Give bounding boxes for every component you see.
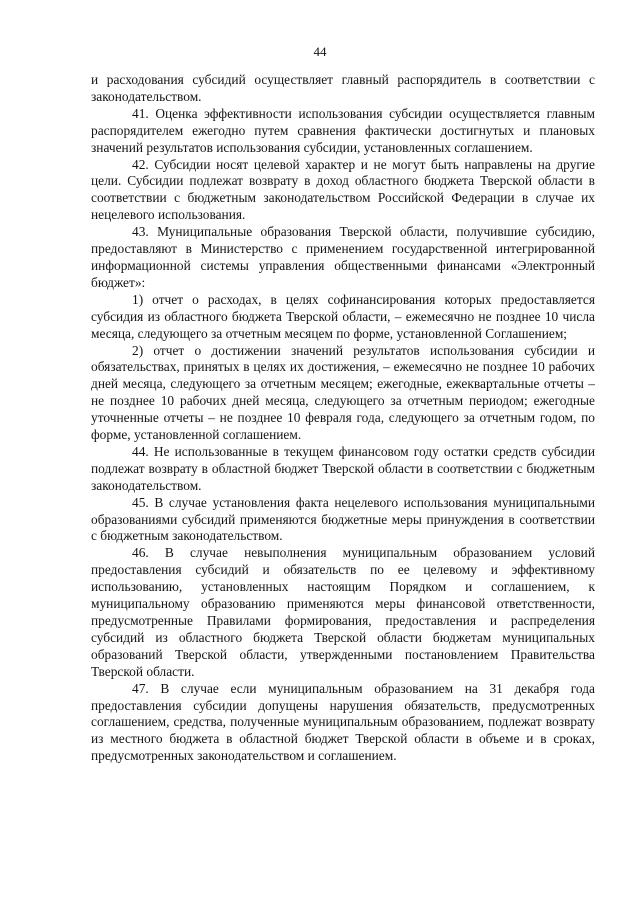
paragraph-43-item-2: 2) отчет о достижении значений результатов использования субсидии и обязательствах, принятых в целях их достижения, – ежемесячно не позднее 10 рабочих дней месяца, следующего за отчетным месяцем; ежегодные, ежеквартальные отчеты – не позднее 10 рабочих дней месяца, следующего за отчетным периодом; ежегодные уточненные отчеты – не позднее 10 февраля года, следующего за отчетным годом, по форме, установленной соглашением.: [91, 342, 595, 443]
paragraph-47: 47. В случае если муниципальным образованием на 31 декабря года предоставления субсидии допущены нарушения обязательств, предусмотренных соглашением, средства, полученные муниципальным образованием, подлежат возврату из местного бюджета в областной бюджет Тверской области в объеме и в сроках, предусмотренных законодательством и соглашением.: [91, 680, 595, 764]
page-number: 44: [313, 44, 327, 59]
paragraph-43: 43. Муниципальные образования Тверской области, получившие субсидию, предоставляют в Министерство с применением государственной интегрированной информационной системы управления общественными финансами «Электронный бюджет»:: [91, 224, 595, 290]
paragraph-42: 42. Субсидии носят целевой характер и не могут быть направлены на другие цели. Субсидии подлежат возврату в доход областного бюджета Тверской области в соответствии с бюджетным законодательством Российской Федерации в случае их нецелевого использования.: [91, 156, 595, 223]
paragraph-43-item-1: 1) отчет о расходах, в целях софинансирования которых предоставляется субсидия из областного бюджета Тверской области, – ежемесячно не позднее 10 числа месяца, следующего за отчетным месяцем по форме, установленной Соглашением;: [91, 291, 595, 341]
paragraph-44: 44. Не использованные в текущем финансовом году остатки средств субсидии подлежат возврату в областной бюджет Тверской области в соответствии с бюджетным законодательством.: [91, 443, 595, 493]
paragraph-continuation: и расходования субсидий осуществляет главный распорядитель в соответствии с законодательством.: [91, 72, 595, 104]
paragraph-45: 45. В случае установления факта нецелевого использования муниципальными образованиями субсидий применяются бюджетные меры принуждения в соответствии с бюджетным законодательством.: [91, 494, 595, 544]
paragraph-46: 46. В случае невыполнения муниципальным образованием условий предоставления субсидий и обязательств по ее целевому и эффективному использованию, установленных настоящим Порядком и соглашением, к муниципальному образованию применяются меры финансовой ответственности, предусмотренные Правилами формирования, предоставления и распределения субсидий из областного бюджета Тверской области бюджетам муниципальных образований Тверской области, утвержденными постановлением Правительства Тверской области.: [91, 545, 595, 679]
paragraph-41: 41. Оценка эффективности использования субсидии осуществляется главным распорядителем ежегодно путем сравнения фактически достигнутых и плановых значений результатов использования субсидии, установленных соглашением.: [91, 105, 595, 155]
document-body: [91, 72, 595, 765]
